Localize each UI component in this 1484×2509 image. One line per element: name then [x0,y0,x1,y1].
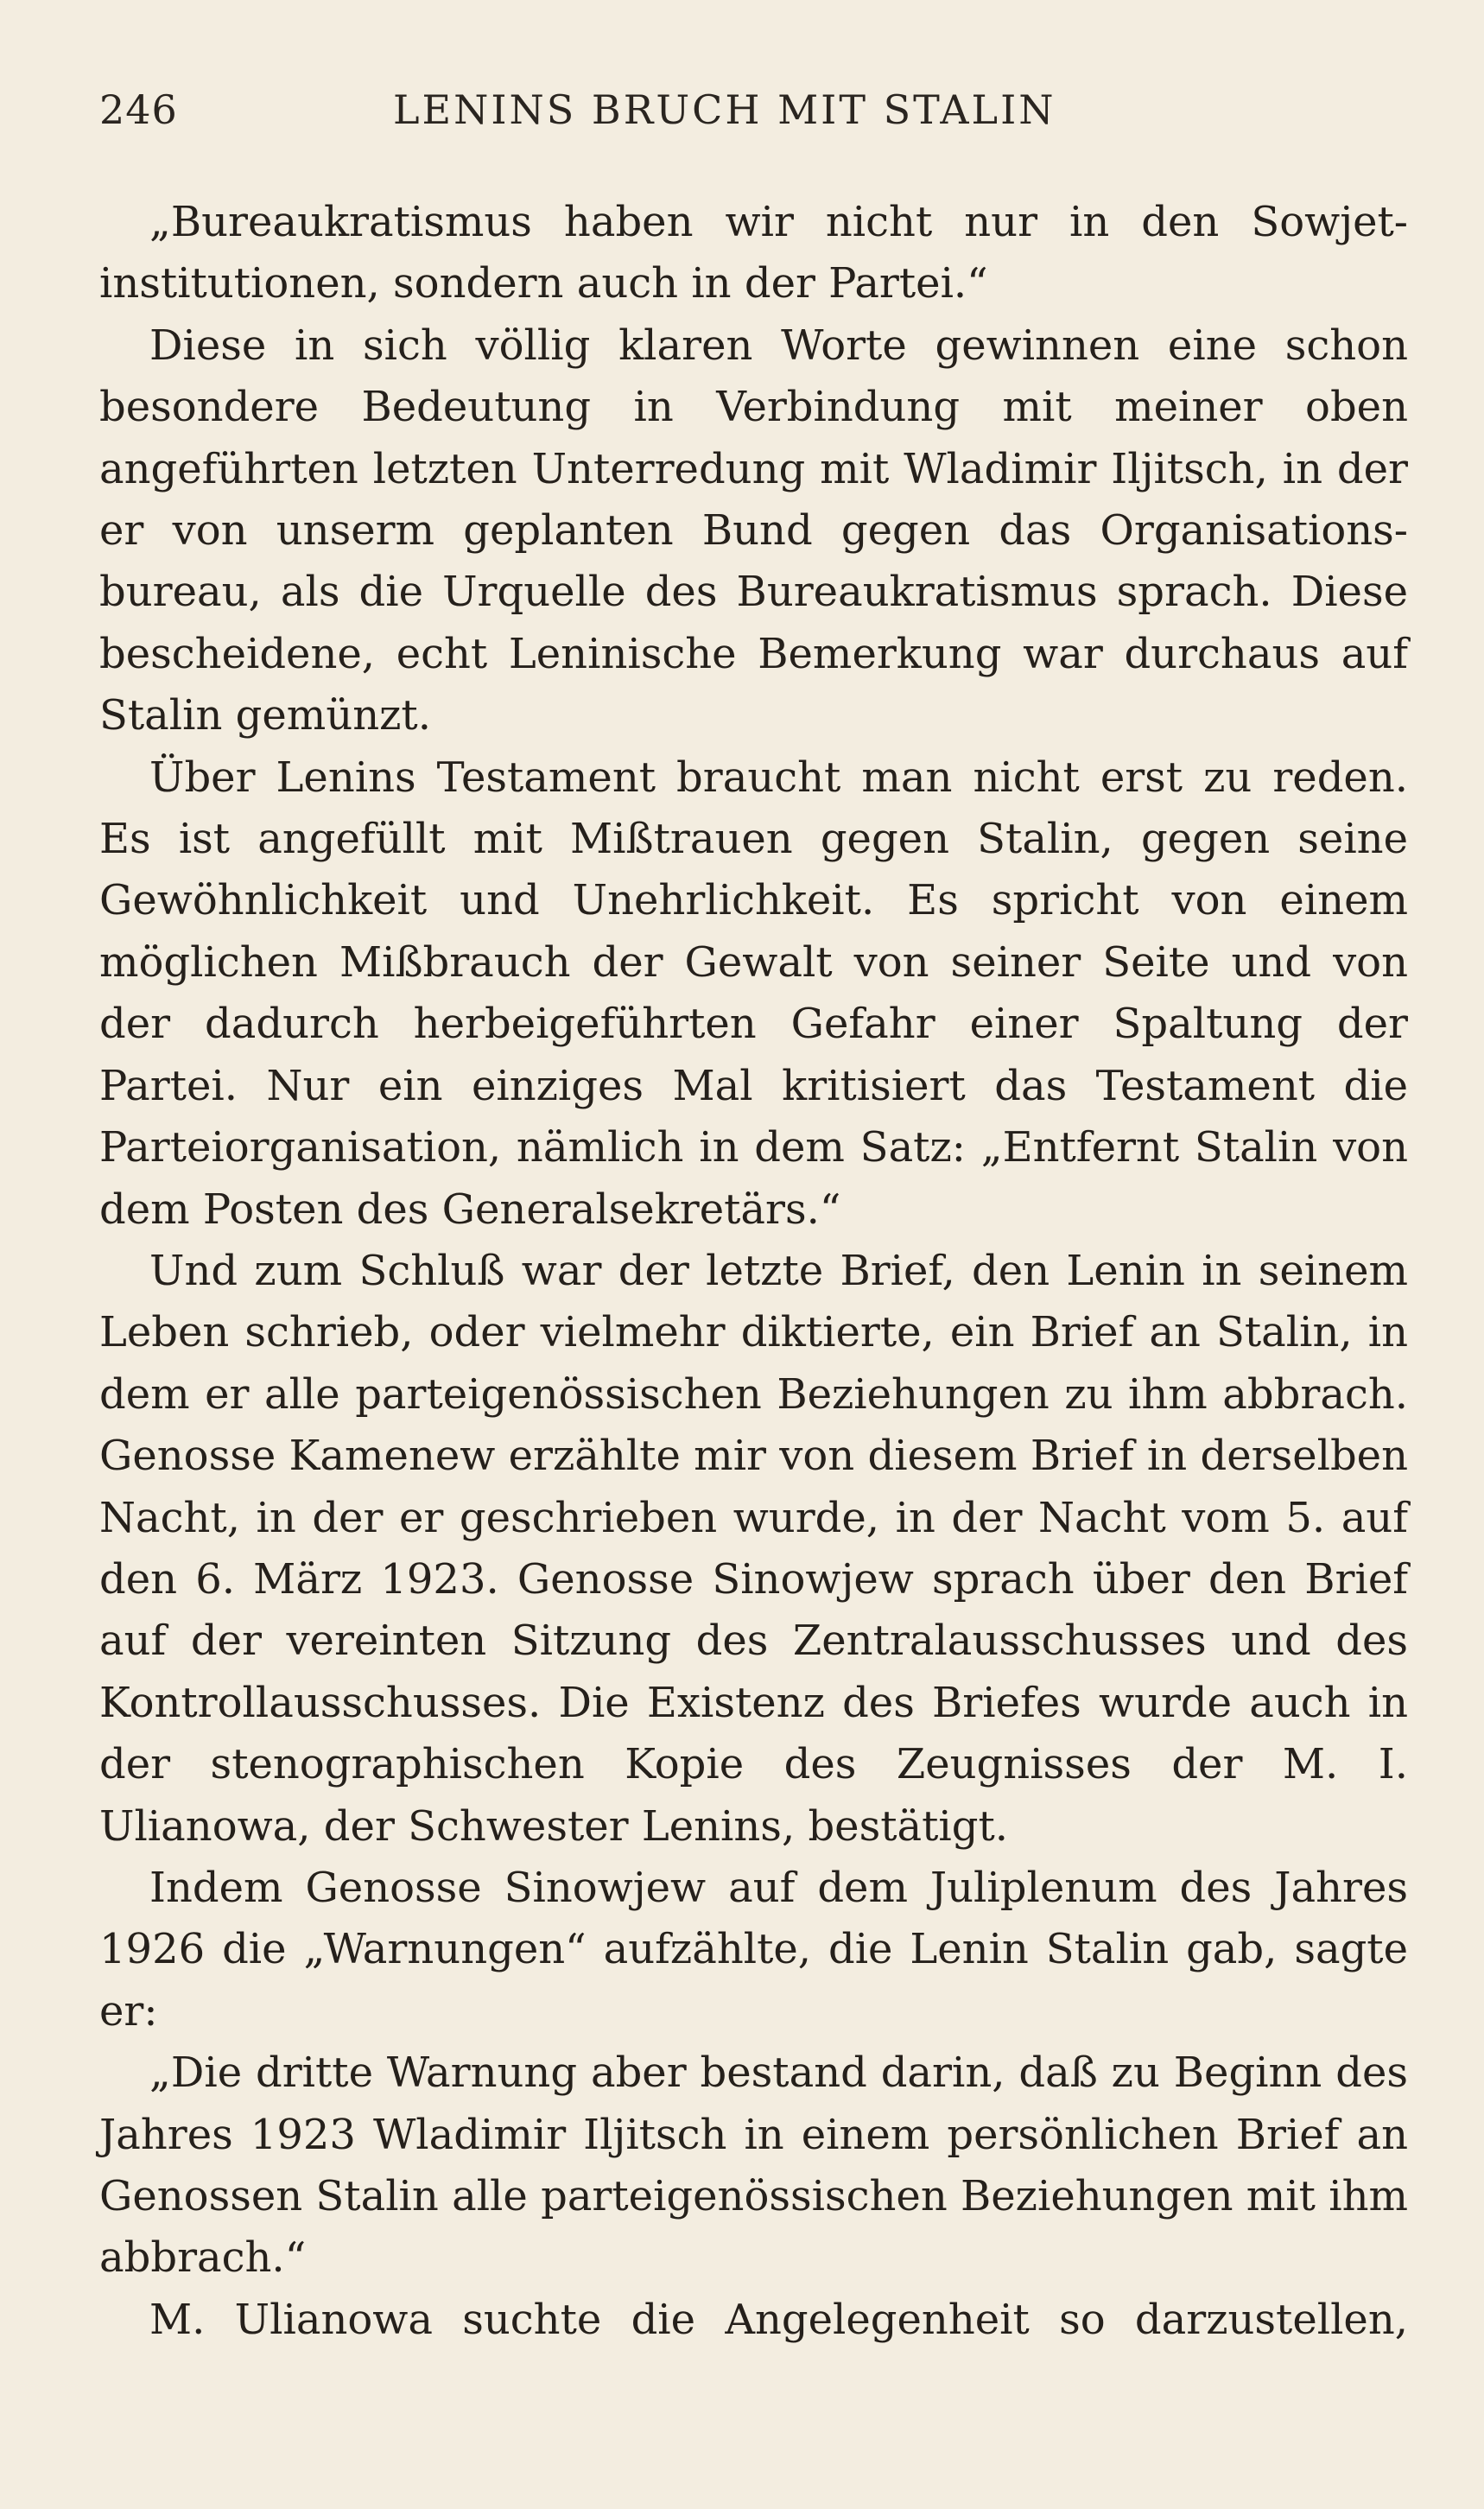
paragraph: M. Ulianowa suchte die Angelegenheit so darzustellen, [149,2295,1408,2344]
paragraph: Und zum Schluß war der letzte Brief, den Lenin in seinem Leben schrieb, oder vielmehr diktierte, ein Brief an Stalin, in dem er alle parteigenössischen Beziehungen zu ihm abbrach. Genosse Kamenew erzählte mir von diesem Brief in derselben Nacht, in der er geschrieben wurde, in der Nacht vom 5. auf den 6. März 1923. Genosse Sinowjew sprach über den Brief auf der vereinten Sitzung des Zentralausschusses und des Kontrollausschusses. Die Existenz des Briefes wurde auch in der stenographischen Kopie des Zeugnisses der M. I. Ulianowa, der Schwester Lenins, bestätigt. [99,1246,1408,1851]
paragraph: Diese in sich völlig klaren Worte gewinnen eine schon besondere Bedeutung in Verbindung mit meiner oben angeführten letzten Unterredung mit Wladimir Iljitsch, in der er von unserm geplanten Bund gegen das Organisations-bureau, als die Urquelle des Bureaukratismus sprach. Diese bescheidene, echt Leninische Bemerkung war durchaus auf Stalin gemünzt. [99,321,1408,740]
running-title: LENINS BRUCH MIT STALIN [393,86,1056,133]
paragraph: „Bureaukratismus haben wir nicht nur in den Sowjet-institutionen, sondern auch in der Partei.“ [99,198,1408,308]
paragraph: „Die dritte Warnung aber bestand darin, daß zu Beginn des Jahres 1923 Wladimir Iljitsch in einem persönlichen Brief an Genossen Stalin alle parteigenössischen Beziehungen mit ihm abbrach.“ [99,2048,1408,2283]
page-header [99,86,1408,147]
paragraph: Indem Genosse Sinowjew auf dem Juliplenum des Jahres 1926 die „Warnungen“ aufzählte, die Lenin Stalin gab, sagte er: [99,1863,1408,2036]
body-text [99,192,1408,2351]
page-number: 246 [99,86,178,133]
paragraph: Über Lenins Testament braucht man nicht erst zu reden. Es ist angefüllt mit Mißtrauen gegen Stalin, gegen seine Gewöhnlichkeit und Unehrlichkeit. Es spricht von einem möglichen Mißbrauch der Gewalt von seiner Seite und von der dadurch herbeigeführten Gefahr einer Spaltung der Partei. Nur ein einziges Mal kritisiert das Testament die Parteiorganisation, nämlich in dem Satz: „Entfernt Stalin von dem Posten des Generalsekretärs.“ [99,753,1408,1234]
